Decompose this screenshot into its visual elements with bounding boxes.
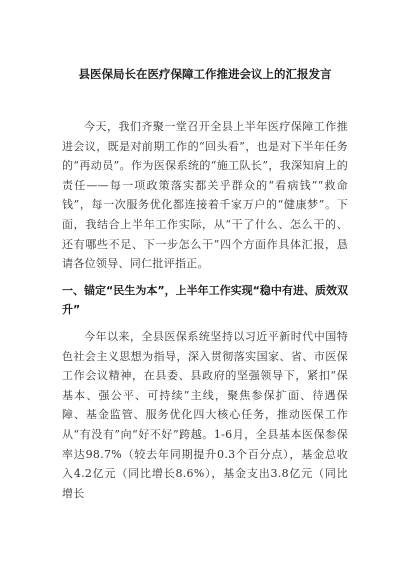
intro-paragraph: 今天，我们齐聚一堂召开全县上半年医疗保障工作推进会议，既是对前期工作的“回头看”，也是对下半年任务的“再动员”。作为医保系统的“施工队长”，我深知肩上的责任——每一项政策落实都关乎群众的“看病钱”“救命钱”，每一次服务优化都连接着千家万户的“健康梦”。下面，我结合上半年工作实际，从“干了什么、怎么干的、还有哪些不足、下一步怎么干”四个方面作具体汇报，恳请各位领导、同仁批评指正。 xyxy=(62,120,348,271)
section-heading-1: 一、锚定“民生为本”，上半年工作实现“稳中有进、质效双升” xyxy=(62,283,348,317)
document-body xyxy=(62,117,348,503)
section-1-paragraph: 今年以来，全县医保系统坚持以习近平新时代中国特色社会主义思想为指导，深入贯彻落实国家、省、市医保工作会议精神，在县委、县政府的坚强领导下，紧扣“保基本、强公平、可持续”主线，聚焦参保扩面、待遇保障、基金监管、服务优化四大核心任务，推动医保工作从“有没有”向“好不好”跨越。1-6月，全县基本医保参保率达98.7%（较去年同期提升0.3个百分点），基金总收入4.2亿元（同比增长8.6%），基金支出3.8亿元（同比增长 xyxy=(62,329,348,500)
document-title: 县医保局长在医疗保障工作推进会议上的汇报发言 xyxy=(78,67,332,81)
